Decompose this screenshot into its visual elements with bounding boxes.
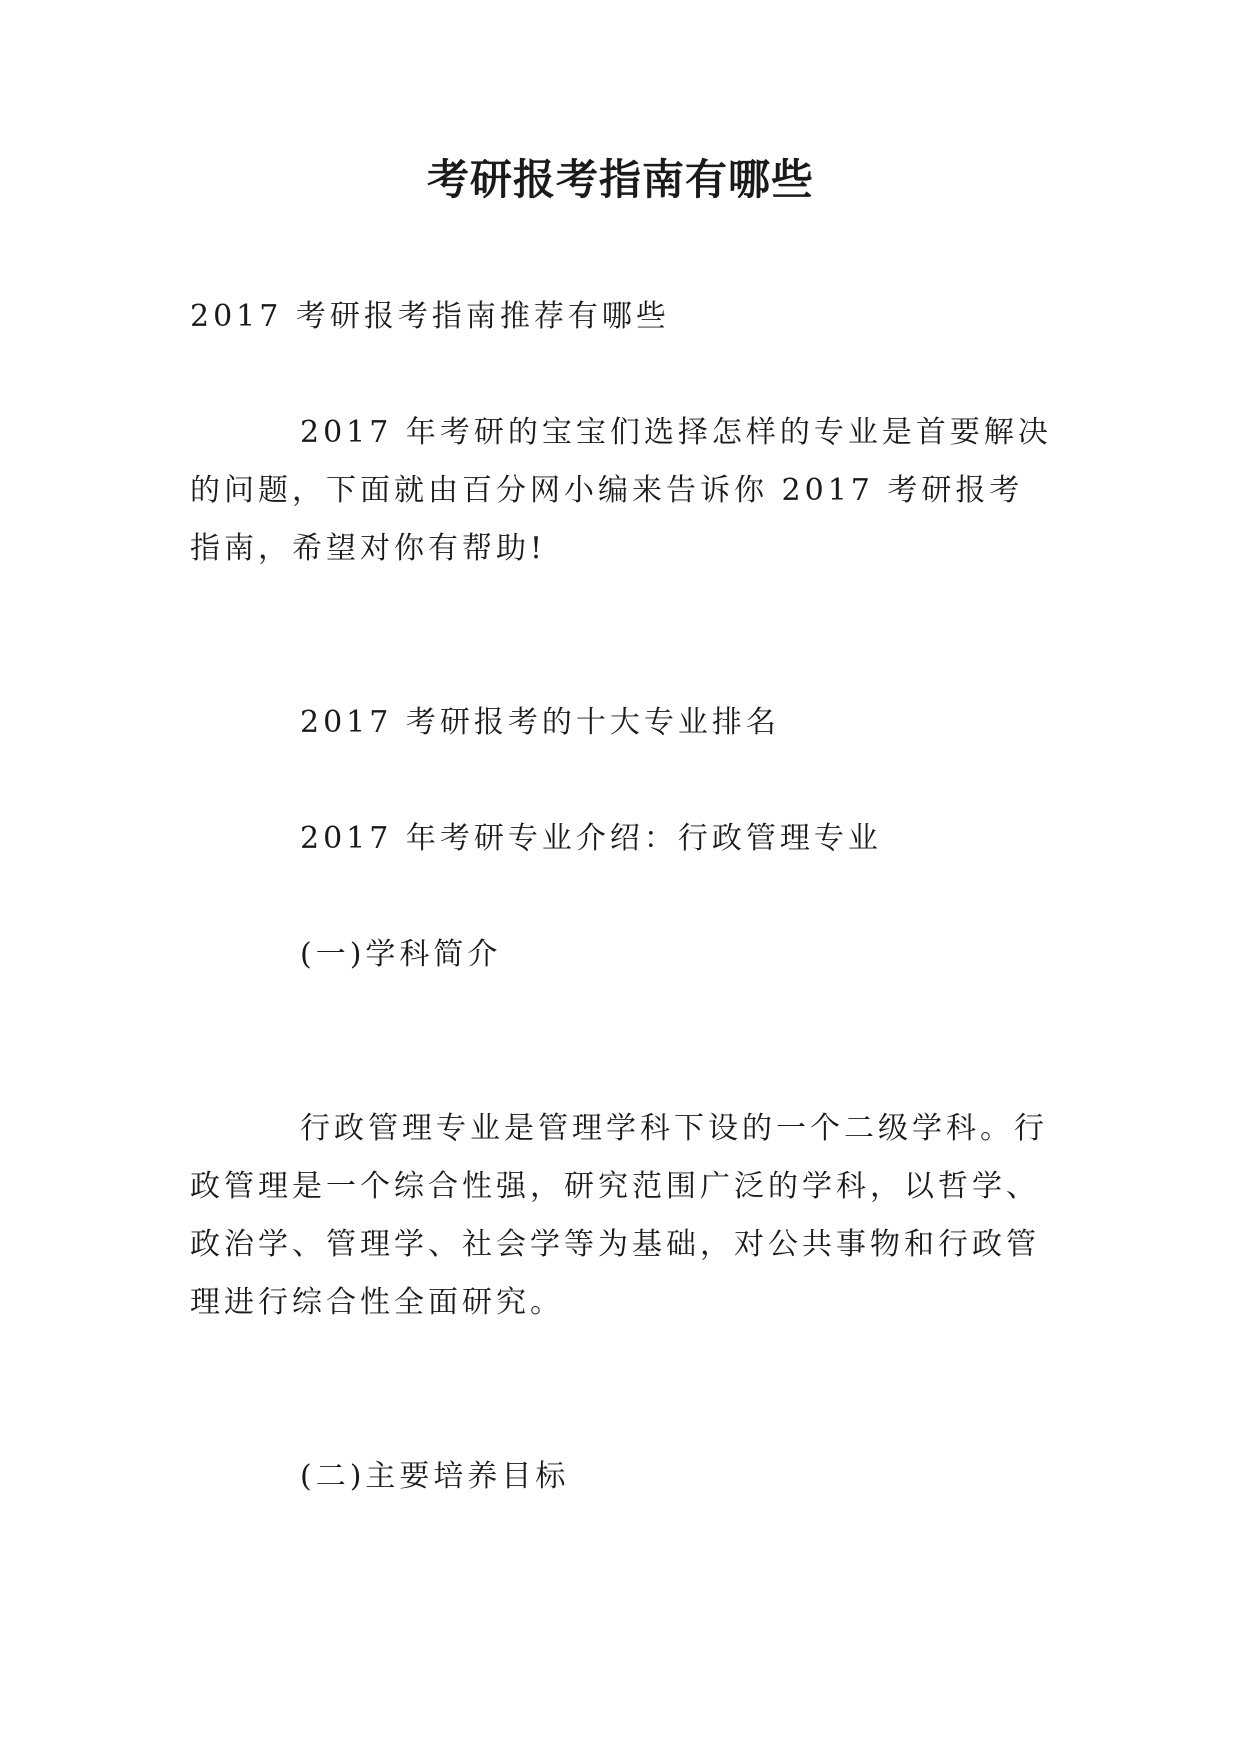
section-body-1: 行政管理专业是管理学科下设的一个二级学科。行政管理是一个综合性强，研究范围广泛的学科，以哲学、政治学、管理学、社会学等为基础，对公共事物和行政管理进行综合性全面研究。 bbox=[190, 1111, 1048, 1320]
document-title: 考研报考指南有哪些 bbox=[426, 155, 814, 204]
intro-paragraph: 2017 年考研的宝宝们选择怎样的专业是首要解决的问题，下面就由百分网小编来告诉你 2017 考研报考指南，希望对你有帮助! bbox=[190, 415, 1052, 566]
section-heading-2: (二)主要培养目标 bbox=[300, 1459, 570, 1494]
heading-major: 2017 年考研专业介绍：行政管理专业 bbox=[300, 821, 882, 856]
section-heading-1: (一)学科简介 bbox=[300, 937, 502, 972]
heading-ranking: 2017 考研报考的十大专业排名 bbox=[300, 705, 780, 740]
subtitle: 2017 考研报考指南推荐有哪些 bbox=[190, 299, 670, 334]
